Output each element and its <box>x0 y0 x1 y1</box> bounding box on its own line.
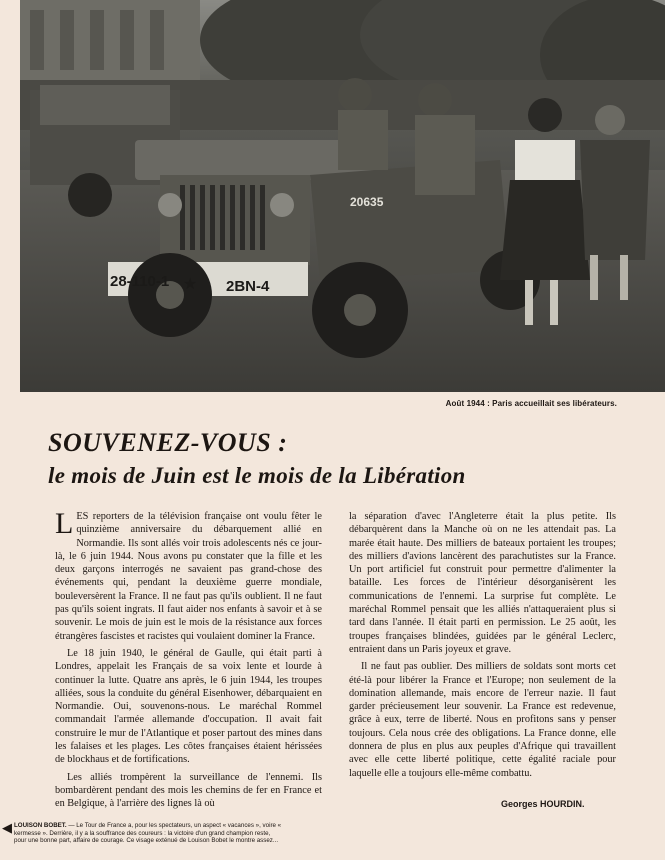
article-left-column <box>55 507 322 815</box>
article-paragraph: la séparation d'avec l'Angleterre était la plus petite. Ils débarquèrent dans la Manche où on ne les attendait pas. La marée était haute. Des milliers de bateaux portaient les troupes; des milliers d'avions lancèrent des parachutistes sur la France. Un port artificiel fut construit pour permettre d'alimenter la bataille. Les forces de l'intérieur désorganisèrent les communications de l'ennemi. La surprise fut complète. Le maréchal Rommel pensait que les alliés n'attaqueraient plus si tard dans l'année. Il était parti en permission. Le 25 août, les troupes françaises blindées, guidées par le général Leclerc, entraient dans un Paris joyeux et grave. <box>349 511 616 655</box>
article-paragraph: Les alliés trompèrent la surveillance de l'ennemi. Ils bombardèrent pendant des mois les chemins de fer en France et en Belgique, à l'arrière des lignes là où <box>55 771 322 810</box>
article-paragraph <box>55 507 322 643</box>
photo-footnote <box>14 822 284 845</box>
left-arrow-icon: ◀ <box>2 821 12 836</box>
article-paragraph: Le 18 juin 1940, le général de Gaulle, qui était parti à Londres, appelait les Français de sa voix lente et lourde à continuer la lutte. Quatre ans après, le 6 juin 1944, les troupes alliées, sous la conduite du général Eisenhower, débarquaient en Normandie. Oui, souvenons-nous. Le maréchal Rommel commandait l'armée allemande d'occupation. Il avait fait construire le mur de l'Atlantique et poser partout des mines dans les falaises et les plages. Les côtes françaises étaient hérissées de blockhaus et de fortifications. <box>55 647 322 766</box>
article-title <box>48 428 628 491</box>
title-line-2: le mois de Juin est le mois de la Libération <box>48 463 466 488</box>
jeep-photo-illustration <box>20 0 665 392</box>
plate-right-text: 2BN-4 <box>226 278 270 295</box>
footnote-name: LOUISON BOBET. <box>14 822 67 829</box>
drop-cap: L <box>55 507 74 540</box>
liberation-photo <box>20 0 665 392</box>
plate-star: ★ <box>183 274 198 293</box>
hood-number-text: 20635 <box>350 195 384 209</box>
article-paragraph: Il ne faut pas oublier. Des milliers de soldats sont morts cet été-là pour libérer la France et l'Europe; non seulement de la domination allemande, mais encore de l'erreur nazie. Il faut garder précieusement leur souvenir. La France est redevenue, grâce à eux, terre de liberté. Nous en profitons sans y penser toujours. Cela nous crée des obligations. La France donne, elle donnera de plus en plus aux peuples d'Afrique qui travaillent avec elle cette liberté politique, cette égalité raciale pour laquelle elle a toujours elle-même combattu. <box>349 661 616 779</box>
paragraph-text: ES reporters de la télévision française ont voulu fêter le quinzième anniversaire du débarquement allié en Normandie. Ils sont allés voir trois adolescents nés ce jour-là, le 6 juin 1944. Nous avons pu constater que la fille et les deux garçons interrogés ne savaient pas grand-chose des événements qui, pendant la deuxième guerre mondiale, bouleversèrent la France. Il ne faut pas qu'ils oublient. Il ne faut pas qu'ils soient ingrats. Il faut aider nos enfants à savoir et à se souvenir. Le mois de juin est le mois de la résistance aux forces étrangères fascistes et racistes qui voulaient dominer la France. <box>55 511 322 642</box>
author-signature: Georges HOURDIN. <box>501 799 585 809</box>
photo-caption: Août 1944 : Paris accueillait ses libérateurs. <box>445 399 617 408</box>
footnote-text: — Le Tour de France a, pour les spectateurs, un aspect « vacances », voire « kermesse ». Derrière, il y a la souffrance des coureurs : la victoire d'un grand champion reste, pour une bonne part, affaire de courage. Ce visage exténué de Louison Bobet le montre assez... <box>14 822 282 845</box>
article-right-column <box>349 510 616 784</box>
title-line-1: SOUVENEZ-VOUS : <box>48 428 288 457</box>
plate-left-text: 28-110-1 <box>110 273 170 290</box>
